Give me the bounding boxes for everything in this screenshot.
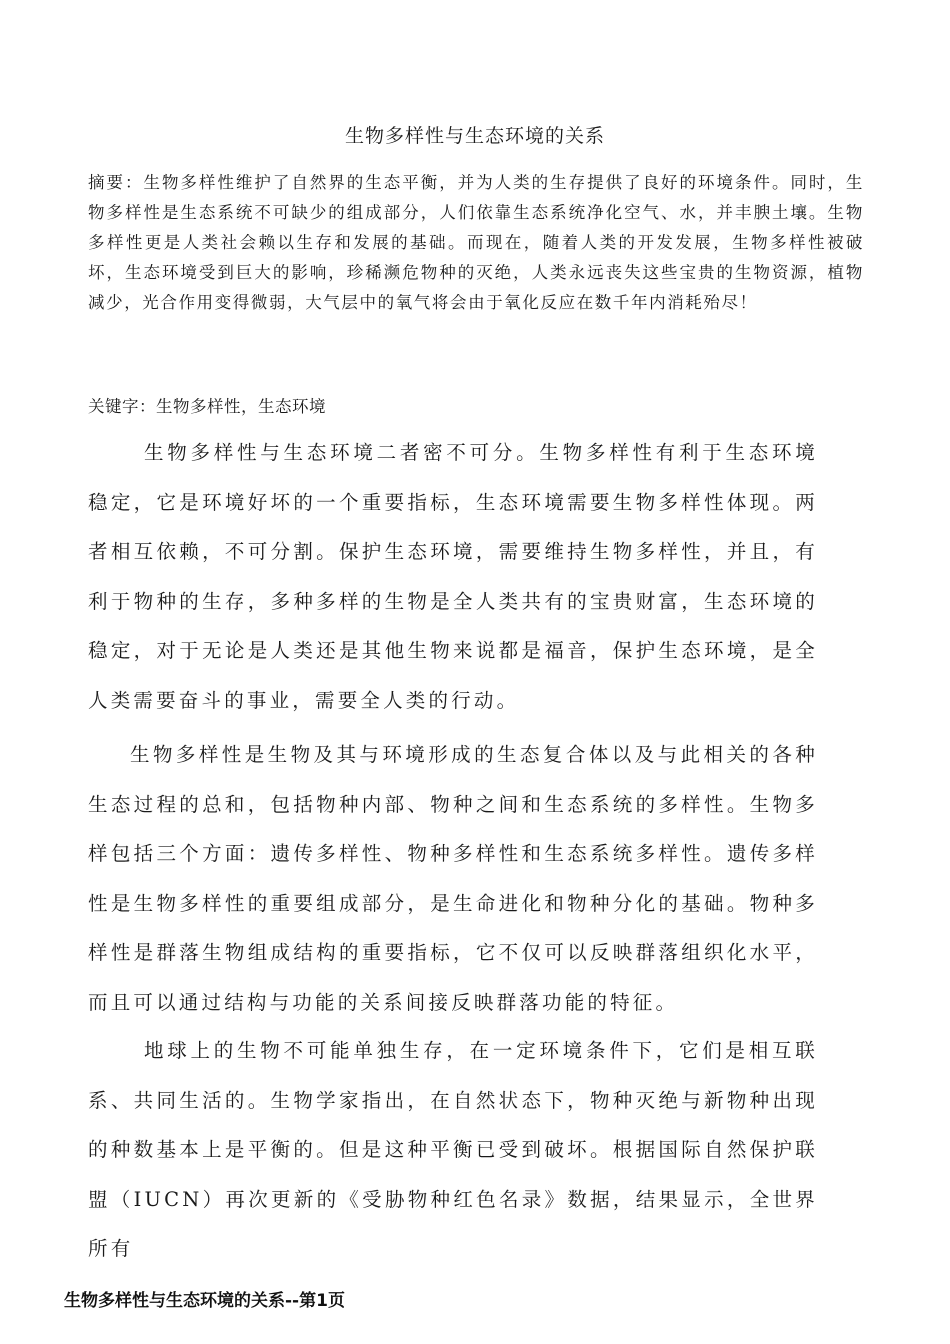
- document-title: 生物多样性与生态环境的关系: [344, 125, 605, 147]
- abstract-paragraph: 摘要：生物多样性维护了自然界的生态平衡，并为人类的生存提供了良好的环境条件。同时，生物多样性是生态系统不可缺少的组成部分，人们依靠生态系统净化空气、水，并丰腴土壤。生物多样性更是人类社会赖以生存和发展的基础。而现在，随着人类的开发发展，生物多样性被破坏，生态环境受到巨大的影响，珍稀濒危物种的灭绝，人类永远丧失这些宝贵的生物资源，植物减少，光合作用变得微弱，大气层中的氧气将会由于氧化反应在数千年内消耗殆尽！: [88, 173, 864, 312]
- keywords-line: 关键字：生物多样性，生态环境: [88, 397, 326, 416]
- body-paragraph-3: 地球上的生物不可能单独生存，在一定环境条件下，它们是相互联系、共同生活的。生物学家指出，在自然状态下，物种灭绝与新物种出现的种数基本上是平衡的。但是这种平衡已受到破坏。根据国际自然保护联盟（IUCN）再次更新的《受胁物种红色名录》数据，结果显示，全世界所有: [88, 1039, 818, 1260]
- body-paragraph-1: 生物多样性与生态环境二者密不可分。生物多样性有利于生态环境稳定，它是环境好坏的一个重要指标，生态环境需要生物多样性体现。两者相互依赖，不可分割。保护生态环境，需要维持生物多样性，并且，有利于物种的生存，多种多样的生物是全人类共有的宝贵财富，生态环境的稳定，对于无论是人类还是其他生物来说都是福音，保护生态环境，是全人类需要奋斗的事业，需要全人类的行动。: [88, 441, 818, 712]
- page-footer: 生物多样性与生态环境的关系--第1页: [64, 1291, 345, 1311]
- body-paragraph-2: 生物多样性是生物及其与环境形成的生态复合体以及与此相关的各种生态过程的总和，包括物种内部、物种之间和生态系统的多样性。生物多样包括三个方面：遗传多样性、物种多样性和生态系统多样性。遗传多样性是生物多样性的重要组成部分，是生命进化和物种分化的基础。物种多样性是群落生物组成结构的重要指标，它不仅可以反映群落组织化水平，而且可以通过结构与功能的关系间接反映群落功能的特征。: [88, 743, 818, 1014]
